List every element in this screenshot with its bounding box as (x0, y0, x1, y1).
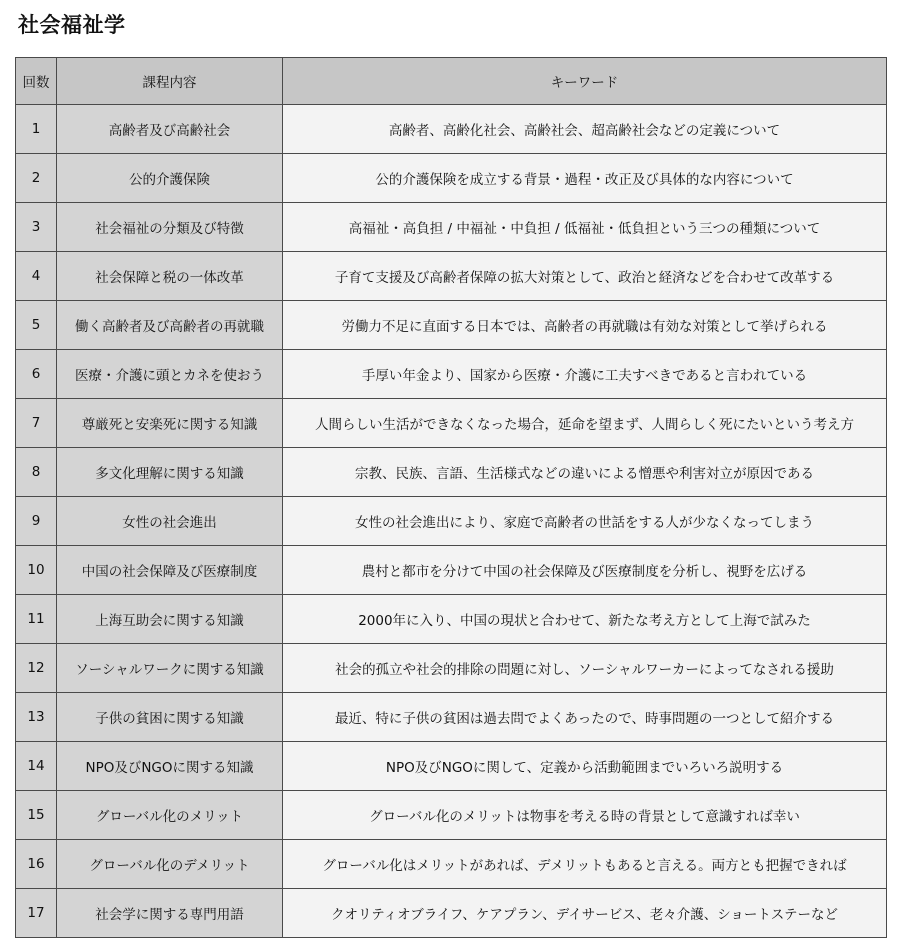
row-course: 社会保障と税の一体改革 (57, 252, 283, 301)
table-row (16, 693, 887, 742)
row-number: 17 (16, 889, 57, 938)
row-keyword: 手厚い年金より、国家から医療・介護に工夫すべきであると言われている (283, 350, 887, 399)
row-number: 6 (16, 350, 57, 399)
header-keyword: キーワード (283, 58, 887, 105)
row-number: 11 (16, 595, 57, 644)
row-keyword: NPO及びNGOに関して、定義から活動範囲までいろいろ説明する (283, 742, 887, 791)
row-number: 15 (16, 791, 57, 840)
table-row (16, 497, 887, 546)
row-course: 高齢者及び高齢社会 (57, 105, 283, 154)
row-number: 12 (16, 644, 57, 693)
row-course: 尊厳死と安楽死に関する知識 (57, 399, 283, 448)
table-row (16, 301, 887, 350)
table-row (16, 448, 887, 497)
row-keyword: 社会的孤立や社会的排除の問題に対し、ソーシャルワーカーによってなされる援助 (283, 644, 887, 693)
table-row (16, 203, 887, 252)
table-row (16, 644, 887, 693)
row-keyword: 子育て支援及び高齢者保障の拡大対策として、政治と経済などを合わせて改革する (283, 252, 887, 301)
row-keyword: 労働力不足に直面する日本では、高齢者の再就職は有効な対策として挙げられる (283, 301, 887, 350)
row-keyword: 高福祉・高負担 / 中福祉・中負担 / 低福祉・低負担という三つの種類について (283, 203, 887, 252)
row-number: 5 (16, 301, 57, 350)
row-number: 9 (16, 497, 57, 546)
table-row (16, 889, 887, 938)
row-course: 働く高齢者及び高齢者の再就職 (57, 301, 283, 350)
row-number: 4 (16, 252, 57, 301)
row-number: 2 (16, 154, 57, 203)
row-keyword: 農村と都市を分けて中国の社会保障及び医療制度を分析し、視野を広げる (283, 546, 887, 595)
row-course: 社会学に関する専門用語 (57, 889, 283, 938)
table-row (16, 791, 887, 840)
row-keyword: 最近、特に子供の貧困は過去問でよくあったので、時事問題の一つとして紹介する (283, 693, 887, 742)
row-course: NPO及びNGOに関する知識 (57, 742, 283, 791)
row-keyword: 宗教、民族、言語、生活様式などの違いによる憎悪や利害対立が原因である (283, 448, 887, 497)
row-course: グローバル化のメリット (57, 791, 283, 840)
row-keyword: 人間らしい生活ができなくなった場合，延命を望まず、人間らしく死にたいという考え方 (283, 399, 887, 448)
row-keyword: 公的介護保険を成立する背景・過程・改正及び具体的な内容について (283, 154, 887, 203)
table-row (16, 742, 887, 791)
row-course: 多文化理解に関する知識 (57, 448, 283, 497)
row-course: グローバル化のデメリット (57, 840, 283, 889)
table-row (16, 595, 887, 644)
row-number: 10 (16, 546, 57, 595)
table-header-row (16, 58, 887, 105)
row-number: 7 (16, 399, 57, 448)
row-course: 公的介護保険 (57, 154, 283, 203)
row-course: 中国の社会保障及び医療制度 (57, 546, 283, 595)
row-number: 8 (16, 448, 57, 497)
row-course: 社会福祉の分類及び特徴 (57, 203, 283, 252)
table-row (16, 105, 887, 154)
header-number: 回数 (16, 58, 57, 105)
row-keyword: クオリティオブライフ、ケアプラン、デイサービス、老々介護、ショートステーなど (283, 889, 887, 938)
row-course: 女性の社会進出 (57, 497, 283, 546)
row-course: 上海互助会に関する知識 (57, 595, 283, 644)
header-course: 課程内容 (57, 58, 283, 105)
table-row (16, 399, 887, 448)
syllabus-table (15, 57, 887, 938)
table-row (16, 252, 887, 301)
row-keyword: 2000年に入り、中国の現状と合わせて、新たな考え方として上海で試みた (283, 595, 887, 644)
row-keyword: グローバル化はメリットがあれば、デメリットもあると言える。両方とも把握できれば (283, 840, 887, 889)
page-title: 社会福祉学 (18, 13, 126, 37)
row-course: ソーシャルワークに関する知識 (57, 644, 283, 693)
row-number: 1 (16, 105, 57, 154)
row-keyword: 女性の社会進出により、家庭で高齢者の世話をする人が少なくなってしまう (283, 497, 887, 546)
row-number: 13 (16, 693, 57, 742)
row-number: 14 (16, 742, 57, 791)
row-keyword: グローバル化のメリットは物事を考える時の背景として意識すれば幸い (283, 791, 887, 840)
table-row (16, 840, 887, 889)
table-row (16, 350, 887, 399)
row-course: 医療・介護に頭とカネを使おう (57, 350, 283, 399)
row-keyword: 高齢者、高齢化社会、高齢社会、超高齢社会などの定義について (283, 105, 887, 154)
row-course: 子供の貧困に関する知識 (57, 693, 283, 742)
table-row (16, 546, 887, 595)
row-number: 3 (16, 203, 57, 252)
table-row (16, 154, 887, 203)
row-number: 16 (16, 840, 57, 889)
